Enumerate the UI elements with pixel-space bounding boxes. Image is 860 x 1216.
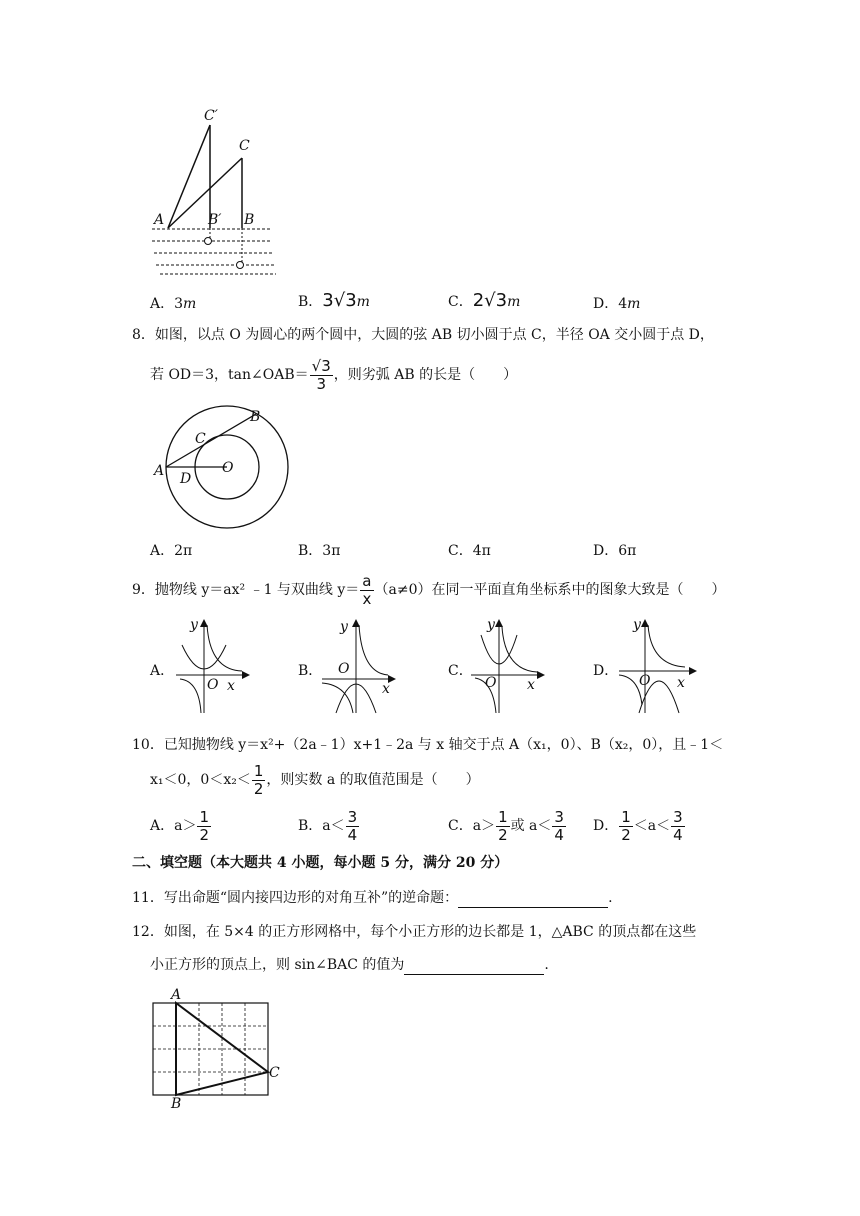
q9-graph-a	[172, 615, 252, 715]
q12-label-c: C	[269, 1065, 280, 1081]
q12-stem-line2: 小正方形的顶点上，则 sin∠BAC 的值为 .	[150, 957, 549, 973]
q7-label-c: C	[239, 138, 250, 154]
q10-option-b: B．a＜ $\frac{3}{4}$	[298, 807, 358, 844]
q7-option-a: A．3m	[150, 296, 197, 312]
q12-label-a: A	[171, 987, 182, 1003]
q8-stem-line2: 若 OD＝3，tan∠OAB＝ $\frac{√3}{3}$ ，则劣弧 AB 的长是（ ）	[150, 356, 518, 393]
q10-stem-line1: 10．已知抛物线 y＝x²+（2a﹣1）x+1﹣2a 与 x 轴交于点 A（x₁，0）、B（x₂，0），且﹣1＜	[132, 737, 724, 753]
q9d-y-label: y	[633, 617, 641, 633]
q9-option-c-label: C．	[448, 663, 473, 679]
q7-option-c: C．2√3m	[448, 290, 521, 311]
section-2-heading: 二、填空题（本大题共 4 小题，每小题 5 分，满分 20 分）	[132, 855, 509, 871]
q9c-o-label: O	[485, 675, 497, 691]
q8-label-b: B	[250, 409, 261, 425]
q8-option-a: A．2π	[150, 543, 193, 559]
q8-label-d: D	[180, 471, 192, 487]
q9-option-d-label: D．	[593, 663, 619, 679]
q9a-x-label: x	[227, 678, 235, 694]
q7-option-d: D．4m	[593, 296, 641, 312]
q9-graph-c	[467, 615, 547, 715]
q7-label-c-prime: C′	[204, 108, 218, 124]
q9b-o-label: O	[338, 661, 350, 677]
q7-label-b: B	[244, 212, 255, 228]
q11-stem: 11．写出命题“圆内接四边形的对角互补”的逆命题： .	[132, 890, 613, 906]
q8-option-b: B．3π	[298, 543, 341, 559]
q12-answer-blank[interactable]	[404, 958, 544, 975]
q9-stem: 9．抛物线 y＝ax² ﹣1 与双曲线 y＝ $\frac{a}{x}$ （a≠0）在同一平面直角坐标系中的图象大致是（ ）	[132, 571, 726, 608]
q9c-x-label: x	[527, 677, 535, 693]
q10-option-a: A．a＞ $\frac{1}{2}$	[150, 807, 210, 844]
q7-option-b: B．3√3m	[298, 290, 370, 311]
q9b-y-label: y	[340, 619, 348, 635]
q12-stem-line1: 12．如图，在 5×4 的正方形网格中，每个小正方形的边长都是 1，△ABC 的顶点都在这些	[132, 924, 697, 940]
q9-option-a-label: A．	[150, 663, 175, 679]
q8-fraction: $\frac{√3}{3}$	[311, 356, 331, 393]
q10-option-d: D． $\frac{1}{2}$ ＜a＜ $\frac{3}{4}$	[593, 807, 683, 844]
q9-graph-b	[318, 615, 398, 715]
q9a-o-label: O	[207, 677, 219, 693]
q8-figure	[150, 405, 280, 530]
q8-option-c: C．4π	[448, 543, 491, 559]
q12-grid-figure	[145, 985, 295, 1110]
q8-option-d: D．6π	[593, 543, 637, 559]
q9d-o-label: O	[639, 673, 651, 689]
q9a-y-label: y	[190, 617, 198, 633]
q9b-x-label: x	[382, 681, 390, 697]
q11-answer-blank[interactable]	[458, 891, 608, 908]
q10-option-c: C．a＞ $\frac{1}{2}$ 或 a＜ $\frac{3}{4}$	[448, 807, 564, 844]
q7-label-a: A	[154, 212, 165, 228]
q9c-y-label: y	[487, 617, 495, 633]
q8-label-c: C	[195, 431, 206, 447]
q10-stem-line2: x₁＜0，0＜x₂＜ $\frac{1}{2}$ ，则实数 a 的取值范围是（ ）	[150, 761, 480, 798]
q8-label-o: O	[222, 460, 234, 476]
q12-label-b: B	[171, 1096, 182, 1112]
q8-stem-line1: 8．如图，以点 O 为圆心的两个圆中，大圆的弦 AB 切小圆于点 C，半径 OA 交小圆于点 D，	[132, 327, 714, 343]
q9-option-b-label: B．	[298, 663, 323, 679]
q8-label-a: A	[154, 463, 165, 479]
q9-graph-d	[615, 615, 700, 715]
q7-label-b-prime: B′	[208, 212, 222, 228]
q9-fraction: $\frac{a}{x}$	[362, 571, 372, 608]
q9d-x-label: x	[677, 675, 685, 691]
q7-figure	[140, 100, 300, 285]
